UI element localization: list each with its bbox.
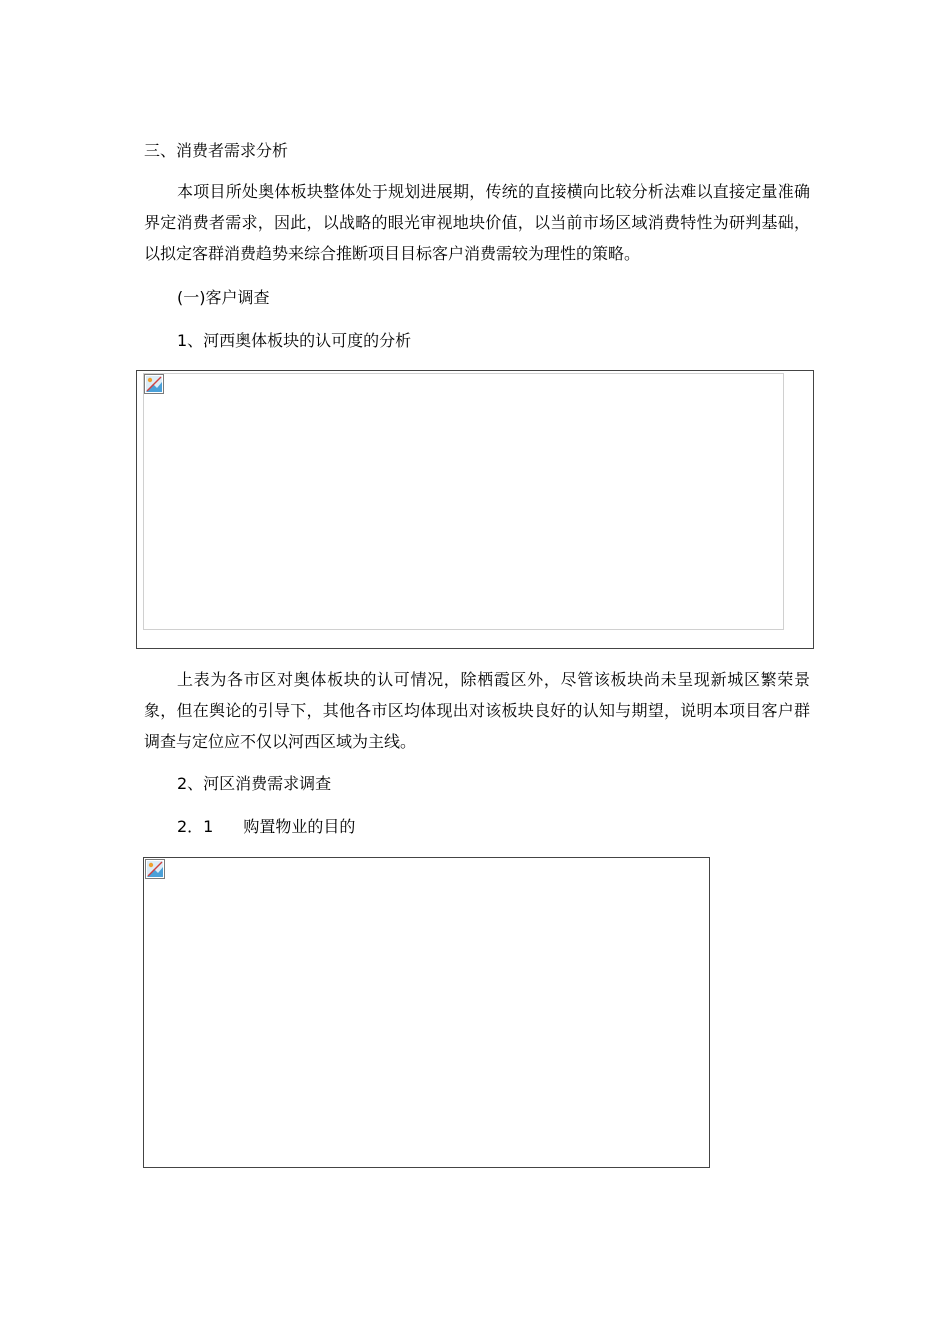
chart-image-placeholder [143, 857, 710, 1168]
item-title: 购置物业的目的 [243, 817, 356, 836]
table-image-placeholder [143, 373, 784, 630]
broken-image-icon [144, 374, 164, 394]
item-heading-consumption-survey: 2、河区消费需求调查 [177, 774, 332, 793]
section-heading: 三、消费者需求分析 [144, 141, 289, 160]
intro-paragraph: 本项目所处奥体板块整体处于规划进展期，传统的直接横向比较分析法难以直接定量准确界定消费者需求，因此，以战略的眼光审视地块价值，以当前市场区域消费特性为研判基础，以拟定客群消费趋势来综合推断项目目标客户消费需较为理性的策略。 [144, 182, 810, 263]
item-heading-recognition-analysis: 1、河西奥体板块的认可度的分析 [177, 331, 412, 350]
broken-image-icon [145, 859, 165, 879]
analysis-paragraph: 上表为各市区对奥体板块的认可情况，除栖霞区外，尽管该板块尚未呈现新城区繁荣景象，但在舆论的引导下，其他各市区均体现出对该板块良好的认知与期望，说明本项目客户群调查与定位应不仅以河西区域为主线。 [144, 670, 810, 751]
item-number: 2．1 [177, 817, 214, 836]
subsection-heading-customer-survey: (一)客户调查 [177, 288, 270, 307]
table-image-frame [136, 370, 814, 649]
item-heading-purchase-purpose [177, 817, 355, 837]
